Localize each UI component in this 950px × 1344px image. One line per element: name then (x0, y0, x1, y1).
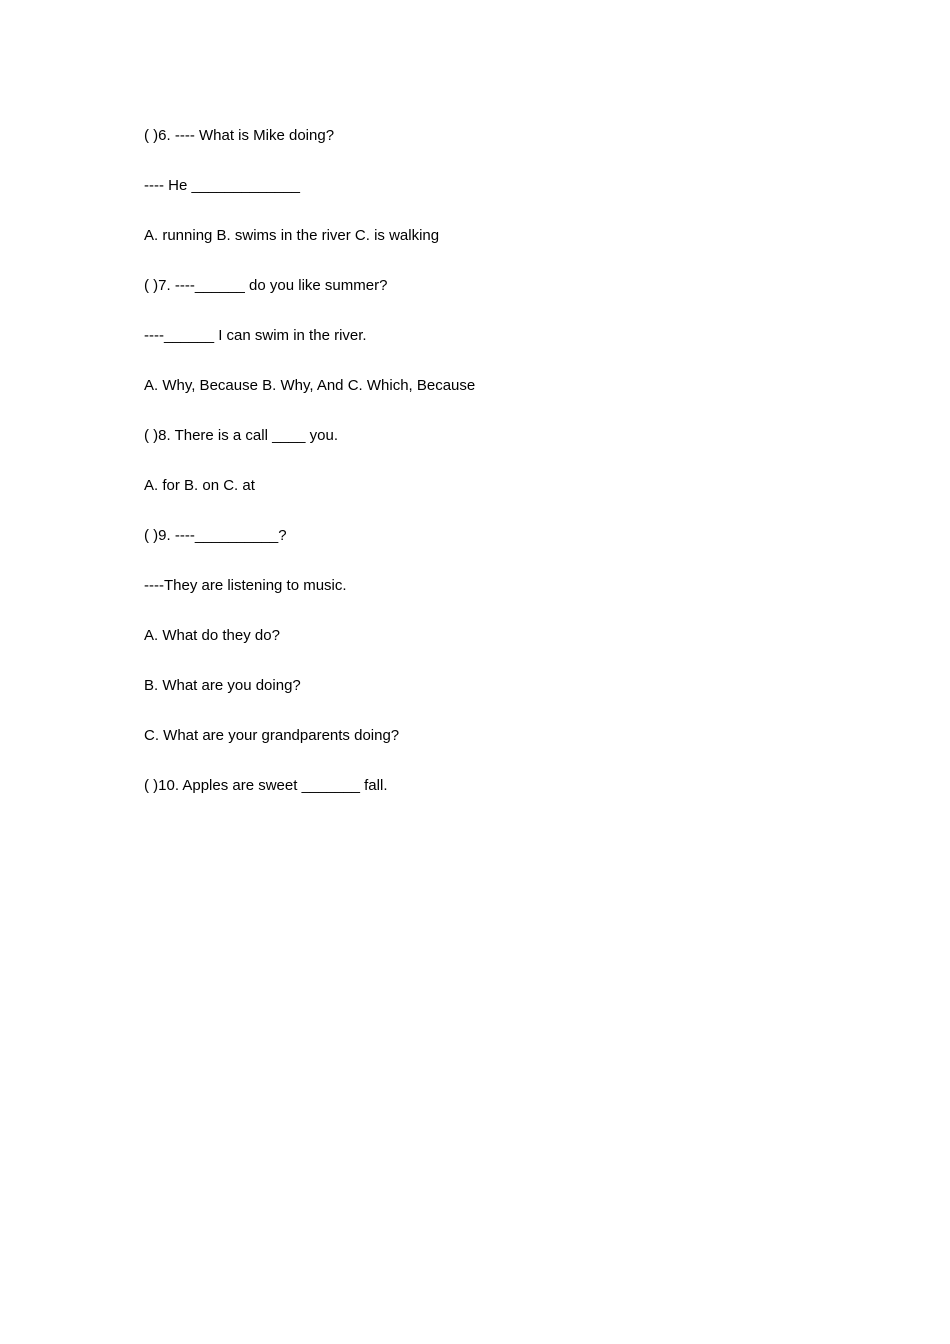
question-8-options: A. for B. on C. at (144, 477, 255, 494)
question-9-answer-line: ----They are listening to music. (144, 577, 347, 594)
question-9-option-a: A. What do they do? (144, 627, 280, 644)
question-10-stem: ( )10. Apples are sweet _______ fall. (144, 777, 388, 794)
question-7-stem: ( )7. ----______ do you like summer? (144, 277, 388, 294)
question-6-options: A. running B. swims in the river C. is walking (144, 227, 440, 244)
question-9-option-b: B. What are you doing? (144, 677, 301, 694)
question-6-answer-line: ---- He _____________ (144, 177, 300, 194)
question-7-options: A. Why, Because B. Why, And C. Which, Because (144, 377, 476, 394)
question-9-option-c: C. What are your grandparents doing? (144, 727, 400, 744)
question-8-stem: ( )8. There is a call ____ you. (144, 427, 338, 444)
question-9-stem: ( )9. ----__________? (144, 527, 287, 544)
question-6-stem: ( )6. ---- What is Mike doing? (144, 127, 335, 144)
question-7-answer-line: ----______ I can swim in the river. (144, 327, 367, 344)
question-list (144, 124, 844, 824)
